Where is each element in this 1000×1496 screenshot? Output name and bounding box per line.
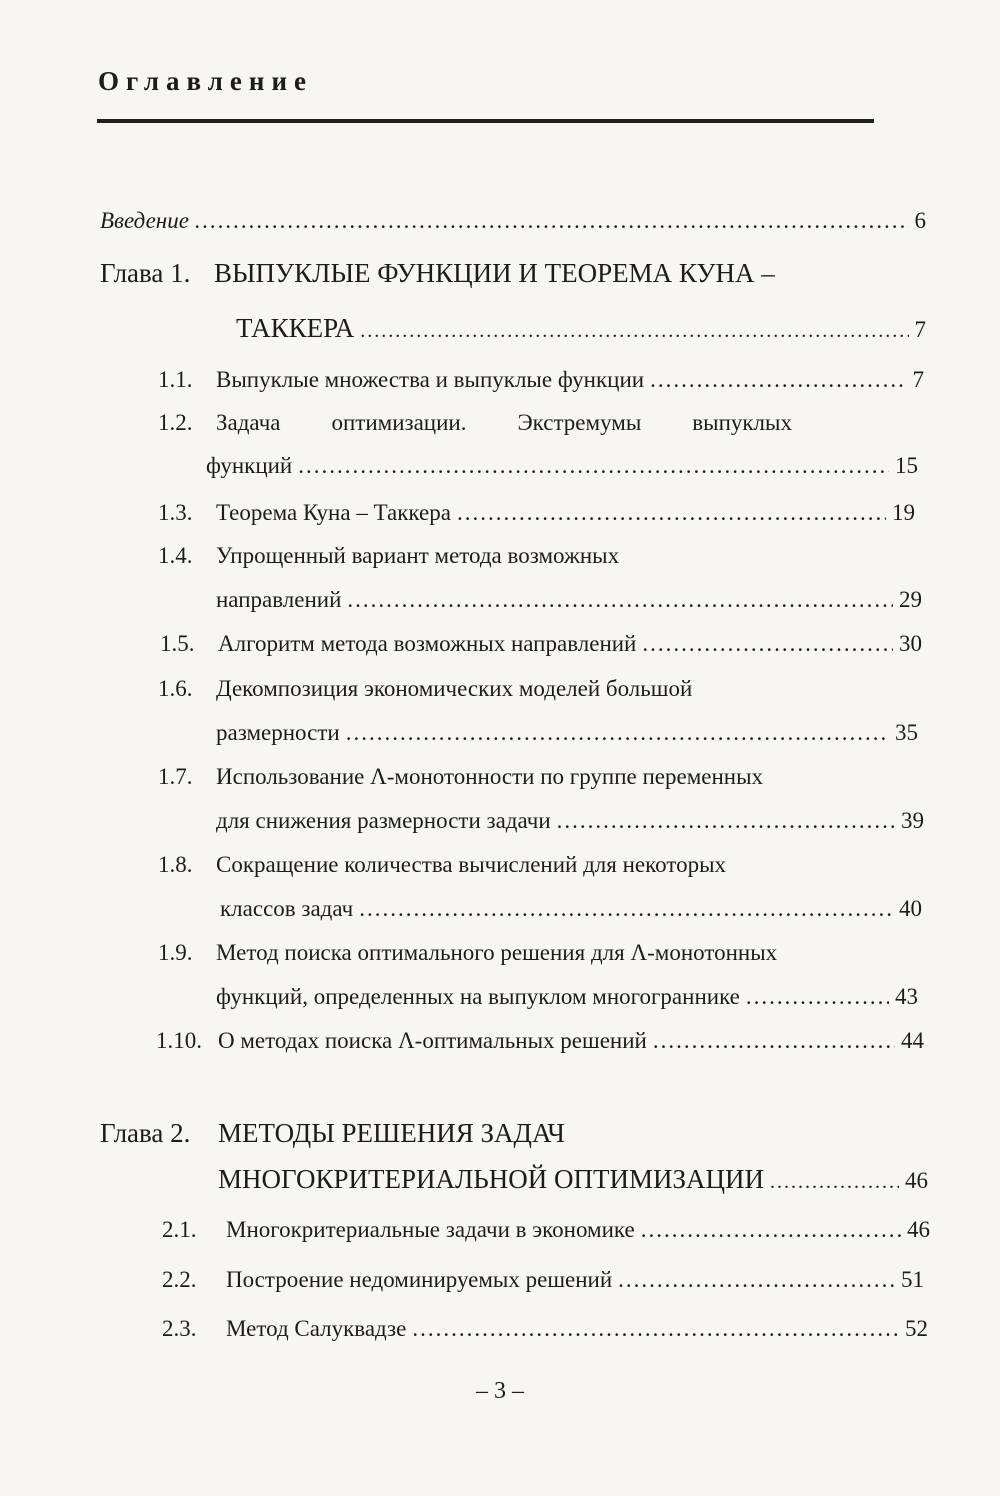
leader-dots <box>346 720 889 746</box>
toc-entry-title: Построение недоминируемых решений <box>226 1267 613 1292</box>
toc-entry-title: Выпуклые множества и выпуклые функции <box>216 367 645 392</box>
toc-entry-title: МНОГОКРИТЕРИАЛЬНОЙ ОПТИМИЗАЦИИ <box>218 1164 765 1194</box>
page-number: – 3 – <box>476 1378 524 1404</box>
leader-dots <box>653 1028 895 1054</box>
toc-entry-page: 15 <box>895 453 918 478</box>
chapter-1-title-line1[interactable]: ВЫПУКЛЫЕ ФУНКЦИИ И ТЕОРЕМА КУНА – <box>214 258 775 288</box>
toc-entry-page: 7 <box>912 367 924 392</box>
toc-entry-page: 19 <box>892 500 915 525</box>
toc-entry-page: 7 <box>914 317 926 342</box>
section-number: 1.5. <box>160 631 195 656</box>
toc-entry-1-2-line1[interactable]: Задача оптимизации. Экстремумы выпуклых <box>216 410 792 435</box>
toc-entry-title: функций <box>206 453 293 478</box>
section-number: 2.3. <box>162 1316 197 1341</box>
toc-entry-1-6[interactable] <box>216 720 918 746</box>
leader-dots <box>347 587 893 613</box>
toc-entry-title: Введение <box>100 208 189 233</box>
leader-dots <box>641 1217 901 1243</box>
chapter-2-title-line1[interactable]: МЕТОДЫ РЕШЕНИЯ ЗАДАЧ <box>218 1118 565 1148</box>
toc-entry-title: размерности <box>216 720 340 745</box>
leader-dots <box>195 208 909 234</box>
toc-entry-title: для снижения размерности задачи <box>216 808 551 833</box>
page-title: Оглавление <box>98 66 313 96</box>
toc-entry-page: 35 <box>895 720 918 745</box>
toc-entry-page: 40 <box>899 896 922 921</box>
chapter-1-label: Глава 1. <box>100 258 191 288</box>
toc-entry-page: 29 <box>899 587 922 612</box>
leader-dots <box>618 1267 895 1293</box>
section-number: 1.7. <box>158 764 193 789</box>
toc-entry-2-1[interactable] <box>226 1217 930 1243</box>
section-number: 1.6. <box>158 676 193 701</box>
title-rule <box>97 119 874 123</box>
toc-entry-page: 51 <box>901 1267 924 1292</box>
toc-entry-title: Метод Салуквадзе <box>226 1316 407 1341</box>
toc-entry-title: Многокритериальные задачи в экономике <box>226 1217 635 1242</box>
section-number: 2.2. <box>162 1267 197 1292</box>
leader-dots <box>457 500 886 526</box>
toc-entry-1-10[interactable] <box>218 1028 924 1054</box>
chapter-2-label: Глава 2. <box>100 1118 191 1148</box>
toc-entry-title: Теорема Куна – Таккера <box>216 500 451 525</box>
toc-entry-page: 30 <box>899 631 922 656</box>
section-number: 2.1. <box>162 1217 197 1242</box>
section-number: 1.3. <box>158 500 193 525</box>
toc-entry-title: ТАККЕРА <box>236 313 355 343</box>
toc-entry-page: 46 <box>905 1168 928 1193</box>
toc-entry-1-4[interactable] <box>216 587 922 613</box>
toc-entry-1-9-line1[interactable]: Метод поиска оптимального решения для Λ-монотонных <box>216 940 778 965</box>
toc-entry-page: 6 <box>914 208 926 233</box>
toc-entry-1-8-line1[interactable]: Сокращение количества вычислений для некоторых <box>216 852 727 877</box>
section-number: 1.9. <box>158 940 193 965</box>
leader-dots <box>298 453 889 479</box>
chapter-1-title-line2[interactable] <box>236 313 926 344</box>
toc-entry-1-9[interactable] <box>216 984 918 1010</box>
toc-entry-1-4-line1[interactable]: Упрощенный вариант метода возможных <box>216 543 620 568</box>
toc-entry-2-2[interactable] <box>226 1267 924 1293</box>
leader-dots <box>642 631 893 657</box>
leader-dots <box>557 808 895 834</box>
section-number: 1.2. <box>158 410 193 435</box>
toc-entry-1-2[interactable] <box>206 453 918 479</box>
toc-entry-1-1[interactable] <box>216 367 924 393</box>
toc-entry-2-3[interactable] <box>226 1316 928 1342</box>
toc-entry-1-5[interactable] <box>218 631 922 657</box>
section-number: 1.8. <box>158 852 193 877</box>
toc-entry-page: 52 <box>905 1316 928 1341</box>
toc-entry-page: 39 <box>901 808 924 833</box>
toc-entry-1-6-line1[interactable]: Декомпозиция экономических моделей большой <box>216 676 693 701</box>
toc-entry-page: 46 <box>907 1217 930 1242</box>
toc-entry-page: 43 <box>895 984 918 1009</box>
toc-entry-title: функций, определенных на выпуклом многограннике <box>216 984 740 1009</box>
toc-entry-1-8[interactable] <box>220 896 922 922</box>
toc-entry-title: Алгоритм метода возможных направлений <box>218 631 637 656</box>
toc-entry-title: направлений <box>216 587 342 612</box>
leader-dots <box>412 1316 899 1342</box>
section-number: 1.1. <box>158 367 193 392</box>
toc-entry-1-7-line1[interactable]: Использование Λ-монотонности по группе переменных <box>216 764 764 789</box>
toc-entry-1-7[interactable] <box>216 808 924 834</box>
toc-entry-title: О методах поиска Λ-оптимальных решений <box>218 1028 647 1053</box>
toc-entry-intro[interactable] <box>100 208 926 234</box>
leader-dots <box>770 1171 899 1194</box>
leader-dots <box>359 896 893 922</box>
chapter-2-title-line2[interactable] <box>218 1164 928 1195</box>
toc-entry-page: 44 <box>901 1028 924 1053</box>
section-number: 1.10. <box>156 1028 202 1053</box>
section-number: 1.4. <box>158 543 193 568</box>
leader-dots <box>650 367 906 393</box>
leader-dots <box>746 984 889 1010</box>
leader-dots <box>360 320 908 343</box>
toc-entry-title: классов задач <box>220 896 354 921</box>
toc-entry-1-3[interactable] <box>216 500 915 526</box>
